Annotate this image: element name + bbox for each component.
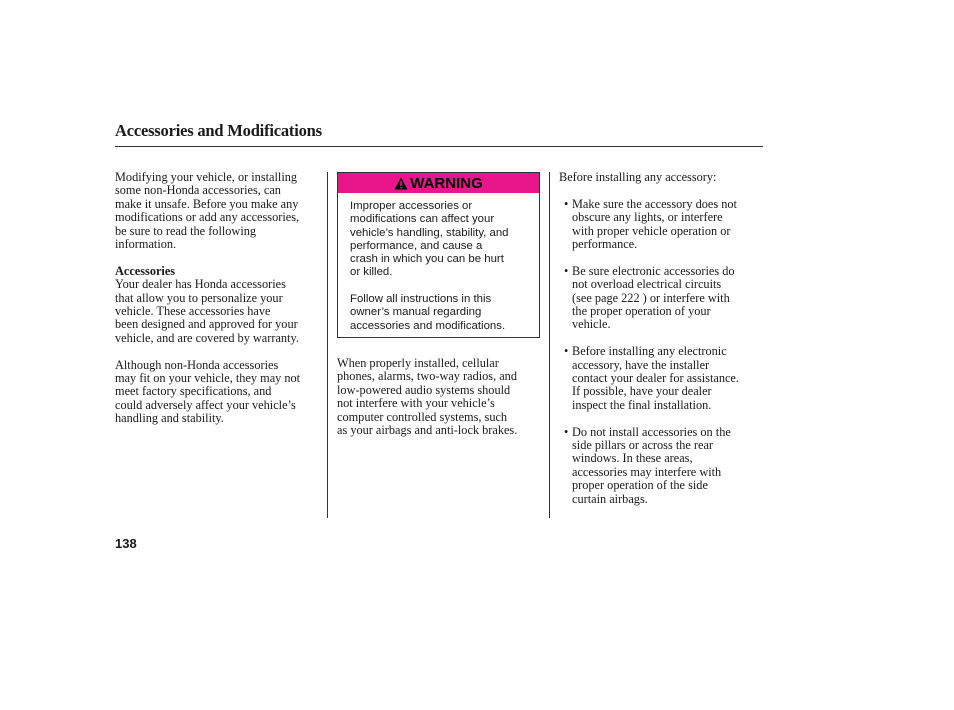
- column-1: [115, 171, 323, 426]
- warning-paragraph-1: Improper accessories or modifications can affect your vehicle’s handling, stability, and performance, and cause a crash in which you can be hurt or killed.: [350, 200, 509, 279]
- installation-paragraph: When properly installed, cellular phones, alarms, two-way radios, and low-powered audio systems should not interfere with your vehicle’s computer controlled systems, such as your airbags and anti-lock brakes.: [337, 356, 518, 438]
- list-item: • Do not install accessories on the side pillars or across the rear windows. In these areas, accessories may interfere with proper operation of the side curtain airbags.: [564, 424, 731, 506]
- warning-paragraph-2: Follow all instructions in this owner’s manual regarding accessories and modifications.: [350, 293, 506, 332]
- title-divider: [115, 146, 763, 147]
- before-installing-intro: Before installing any accessory:: [559, 170, 717, 184]
- warning-label: WARNING: [410, 174, 483, 192]
- accessories-paragraph: Your dealer has Honda accessories that allow you to personalize your vehicle. These accessories have been designed and approved for your vehicle, and are covered by warranty.: [115, 277, 299, 345]
- list-item: • Make sure the accessory does not obscure any lights, or interfere with proper vehicle operation or performance.: [564, 196, 737, 252]
- intro-paragraph: Modifying your vehicle, or installing some non-Honda accessories, can make it unsafe. Before you make any modifications or add any accessories, be sure to read the following information.: [115, 170, 300, 252]
- column-divider-2: [549, 172, 550, 518]
- warning-triangle-icon: [394, 177, 408, 190]
- page-number: 138: [115, 536, 137, 551]
- accessories-heading: Accessories: [115, 263, 176, 278]
- non-honda-paragraph: Although non-Honda accessories may fit on your vehicle, they may not meet factory specifications, and could adversely affect your vehicle’s handling and stability.: [115, 357, 301, 426]
- bullet-icon: •: [564, 424, 569, 439]
- bullet-icon: •: [564, 263, 569, 278]
- warning-text: [338, 193, 539, 333]
- bullet-icon: •: [564, 344, 569, 359]
- column-3: [559, 171, 764, 506]
- column-2-body: [337, 357, 545, 437]
- warning-header: [338, 173, 539, 193]
- column-divider-1: [327, 172, 328, 518]
- bullet-icon: •: [564, 196, 569, 211]
- page-title: Accessories and Modifications: [115, 121, 322, 140]
- list-item: • Before installing any electronic accessory, have the installer contact your dealer for assistance. If possible, have your dealer inspect the final installation.: [564, 344, 739, 412]
- list-item: • Be sure electronic accessories do not overload electrical circuits (see page 222 ) or interfere with the proper operation of your vehicle.: [564, 263, 735, 332]
- warning-box: [337, 172, 540, 338]
